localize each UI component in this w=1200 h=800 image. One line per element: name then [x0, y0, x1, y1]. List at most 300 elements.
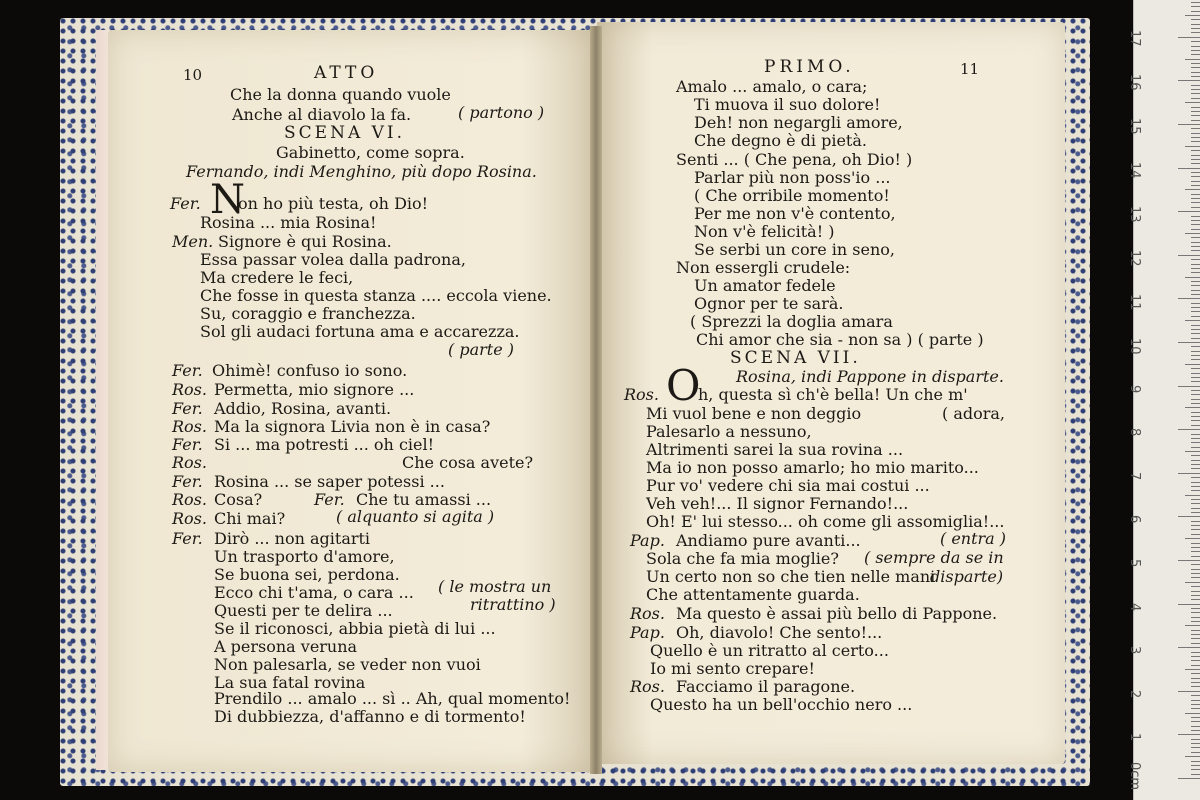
verse-line: Senti ... ( Che pena, oh Dio! ) [676, 150, 913, 169]
dialogue-line: Ecco chi t'ama, o cara ... [214, 583, 414, 602]
ruler-label: 9 [1127, 385, 1142, 394]
ruler-label: 13 [1127, 206, 1142, 223]
dialogue-line: Ma la signora Livia non è in casa? [214, 417, 491, 436]
ruler-tick [1178, 604, 1200, 605]
ruler-tick [1178, 473, 1200, 474]
ruler-tick [1191, 141, 1200, 142]
ruler-tick [1191, 678, 1200, 679]
ruler-tick [1191, 586, 1200, 587]
ruler-tick [1191, 752, 1200, 753]
ruler-tick [1178, 37, 1200, 38]
ruler-tick [1191, 54, 1200, 55]
dialogue-line: Rosina ... se saper potessi ... [214, 472, 445, 491]
dialogue-line: Questo ha un bell'occhio nero ... [650, 695, 913, 714]
ruler-tick [1185, 15, 1200, 16]
ruler-tick [1191, 665, 1200, 666]
ruler-tick [1191, 381, 1200, 382]
ruler-tick [1191, 333, 1200, 334]
ruler-tick [1191, 412, 1200, 413]
stage-direction: ( sempre da se in [864, 548, 1004, 567]
ruler-tick [1191, 543, 1200, 544]
dialogue-line: Sola che fa mia moglie? [646, 549, 839, 568]
ruler-tick [1191, 111, 1200, 112]
ruler-tick [1191, 351, 1200, 352]
ruler-tick [1191, 120, 1200, 121]
verse-line: Deh! non negargli amore, [694, 113, 903, 132]
ruler-tick [1191, 63, 1200, 64]
dialogue-line: Questi per te delira ... [214, 601, 393, 620]
ruler-tick [1178, 560, 1200, 561]
ruler-label: 11 [1127, 294, 1142, 311]
speaker-label: Fer. [172, 472, 203, 491]
ruler-tick [1191, 438, 1200, 439]
ruler-label: 2 [1127, 690, 1142, 699]
ruler-tick [1191, 447, 1200, 448]
ruler-tick [1191, 50, 1200, 51]
ruler-tick [1191, 774, 1200, 775]
dialogue-line: A persona veruna [214, 637, 358, 656]
ruler-tick [1191, 534, 1200, 535]
ruler-tick [1191, 93, 1200, 94]
ruler-tick [1191, 682, 1200, 683]
dialogue-line: Un trasporto d'amore, [214, 547, 395, 566]
ruler-tick [1191, 425, 1200, 426]
ruler-tick [1191, 673, 1200, 674]
ruler-tick [1191, 163, 1200, 164]
page-number: 11 [960, 60, 980, 78]
drop-cap: N [210, 177, 245, 223]
ruler-tick [1191, 329, 1200, 330]
ruler-tick [1191, 599, 1200, 600]
ruler-label: 8 [1127, 428, 1142, 437]
ruler-tick [1191, 460, 1200, 461]
dialogue-line: Dirò ... non agitarti [214, 529, 371, 548]
ruler-tick [1191, 547, 1200, 548]
ruler-tick [1191, 181, 1200, 182]
verse-line: ( Che orribile momento! [694, 186, 890, 205]
verse-line: Che la donna quando vuole [230, 85, 451, 104]
ruler-tick [1191, 739, 1200, 740]
dialogue-line: ( adora, [942, 404, 1006, 423]
measuring-ruler [1127, 0, 1200, 800]
page-number: 10 [183, 66, 203, 84]
ruler-tick [1191, 564, 1200, 565]
dialogue-line: Oh! E' lui stesso... oh come gli assomiglia!... [646, 512, 1005, 531]
scene-heading: SCENA VI. [284, 123, 406, 143]
ruler-tick [1191, 237, 1200, 238]
ruler-tick [1191, 202, 1200, 203]
speaker-label: Pap. [630, 623, 665, 642]
ruler-tick [1185, 407, 1200, 408]
dialogue-line: Sol gli audaci fortuna ama e accarezza. [200, 322, 520, 341]
dialogue-line: on ho più testa, oh Dio! [238, 194, 429, 213]
ruler-label: 5 [1127, 559, 1142, 568]
dialogue-line: Signore è qui Rosina. [218, 232, 392, 251]
ruler-tick [1191, 743, 1200, 744]
ruler-tick [1191, 155, 1200, 156]
dialogue-line: Ma credere le feci, [200, 268, 354, 287]
ruler-tick [1191, 769, 1200, 770]
dialogue-line: Addio, Rosina, avanti. [214, 399, 392, 418]
dialogue-line: Io mi sento crepare! [650, 659, 815, 678]
ruler-tick [1191, 394, 1200, 395]
ruler-tick [1191, 634, 1200, 635]
verse-line: Non essergli crudele: [676, 258, 851, 277]
ruler-tick [1191, 464, 1200, 465]
ruler-label: 0cm [1127, 762, 1142, 791]
dialogue-line: Pur vo' vedere chi sia mai costui ... [646, 476, 930, 495]
ruler-tick [1191, 281, 1200, 282]
ruler-tick [1191, 377, 1200, 378]
ruler-tick [1191, 652, 1200, 653]
ruler-tick [1191, 272, 1200, 273]
ruler-tick [1191, 98, 1200, 99]
ruler-tick [1191, 455, 1200, 456]
ruler-tick [1185, 233, 1200, 234]
ruler-tick [1191, 704, 1200, 705]
dialogue-line: Essa passar volea dalla padrona, [200, 250, 466, 269]
dialogue-line: Che tu amassi ... [356, 490, 492, 509]
ruler-tick [1191, 176, 1200, 177]
ruler-tick [1191, 11, 1200, 12]
ruler-label: 14 [1127, 162, 1142, 179]
ruler-tick [1191, 608, 1200, 609]
verse-line: Parlar più non poss'io ... [694, 168, 891, 187]
speaker-label: Ros. [624, 385, 659, 404]
dialogue-line: Rosina ... mia Rosina! [200, 213, 377, 232]
ruler-tick [1185, 495, 1200, 496]
speaker-label: Men. [172, 232, 214, 251]
ruler-tick [1178, 168, 1200, 169]
ruler-label: 1 [1127, 733, 1142, 742]
dialogue-line: Mi vuol bene e non deggio [646, 404, 862, 423]
ruler-tick [1191, 150, 1200, 151]
ruler-tick [1191, 32, 1200, 33]
ruler-tick [1191, 730, 1200, 731]
ruler-tick [1191, 28, 1200, 29]
ruler-tick [1191, 765, 1200, 766]
ruler-tick [1191, 595, 1200, 596]
dialogue-line: Su, coraggio e franchezza. [200, 304, 416, 323]
dialogue-line: Che fosse in questa stanza .... eccola viene. [200, 286, 552, 305]
ruler-tick [1191, 346, 1200, 347]
ruler-tick [1191, 355, 1200, 356]
ruler-tick [1191, 246, 1200, 247]
verse-line: Un amator fedele [694, 276, 836, 295]
ruler-tick [1191, 660, 1200, 661]
ruler-tick [1191, 307, 1200, 308]
ruler-tick [1178, 734, 1200, 735]
ruler-label: 7 [1127, 472, 1142, 481]
stage-direction: ( alquanto si agita ) [336, 507, 495, 526]
ruler-tick [1191, 490, 1200, 491]
ruler-tick [1191, 416, 1200, 417]
ruler-tick [1191, 2, 1200, 3]
stage-direction: ritrattino ) [470, 595, 556, 614]
ruler-tick [1191, 338, 1200, 339]
dialogue-line: Non palesarla, se veder non vuoi [214, 655, 481, 674]
ruler-tick [1191, 486, 1200, 487]
ruler-tick [1191, 761, 1200, 762]
ruler-tick [1178, 429, 1200, 430]
ruler-tick [1191, 220, 1200, 221]
stage-direction: ( le mostra un [438, 577, 552, 596]
ruler-tick [1191, 503, 1200, 504]
dialogue-line: Si ... ma potresti ... oh ciel! [214, 435, 435, 454]
ruler-tick [1191, 726, 1200, 727]
ruler-tick [1191, 499, 1200, 500]
ruler-tick [1191, 529, 1200, 530]
ruler-tick [1191, 477, 1200, 478]
ruler-tick [1178, 516, 1200, 517]
ruler-label: 10 [1127, 338, 1142, 355]
ruler-tick [1191, 107, 1200, 108]
ruler-tick [1191, 67, 1200, 68]
ruler-tick [1191, 399, 1200, 400]
ruler-tick [1191, 264, 1200, 265]
speaker-label: Ros. [172, 490, 207, 509]
scene-characters: Rosina, indi Pappone in disparte. [736, 367, 1004, 386]
speaker-label: Fer. [170, 194, 201, 213]
speaker-label: Ros. [172, 417, 207, 436]
dialogue-line: Ohimè! confuso io sono. [212, 361, 408, 380]
scene-setting: Gabinetto, come sopra. [276, 143, 465, 162]
ruler-tick [1191, 721, 1200, 722]
ruler-tick [1185, 102, 1200, 103]
ruler-tick [1191, 708, 1200, 709]
dialogue-line: Ma io non posso amarlo; ho mio marito... [646, 458, 979, 477]
dialogue-line: Cosa? [214, 490, 263, 509]
ruler-tick [1191, 159, 1200, 160]
ruler-tick [1191, 316, 1200, 317]
ruler-tick [1185, 582, 1200, 583]
verse-line: Se serbi un core in seno, [694, 240, 895, 259]
book-gutter [590, 26, 602, 774]
ruler-tick [1185, 146, 1200, 147]
ruler-tick [1191, 198, 1200, 199]
dialogue-line: Facciamo il paragone. [676, 677, 856, 696]
verse-line: Anche al diavolo la fa. [232, 105, 412, 124]
stage-direction: ( parte ) [448, 340, 514, 359]
ruler-tick [1191, 250, 1200, 251]
ruler-tick [1191, 24, 1200, 25]
ruler-tick [1191, 207, 1200, 208]
ruler-tick [1191, 591, 1200, 592]
ruler-tick [1191, 294, 1200, 295]
running-header: ATTO [314, 63, 379, 83]
ruler-tick [1185, 713, 1200, 714]
ruler-tick [1191, 482, 1200, 483]
ruler-tick [1191, 325, 1200, 326]
ruler-tick [1191, 172, 1200, 173]
ruler-tick [1191, 695, 1200, 696]
speaker-label: Fer. [314, 490, 345, 509]
dialogue-line: Altrimenti sarei la sua rovina ... [646, 440, 904, 459]
speaker-label: Fer. [172, 435, 203, 454]
ruler-tick [1191, 19, 1200, 20]
ruler-tick [1185, 669, 1200, 670]
ruler-tick [1191, 115, 1200, 116]
verse-line: Per me non v'è contento, [694, 204, 896, 223]
ruler-tick [1191, 686, 1200, 687]
speaker-label: Fer. [172, 529, 203, 548]
dialogue-line: Un certo non so che tien nelle mani [646, 567, 936, 586]
scene-heading: SCENA VII. [730, 348, 861, 368]
ruler-tick [1191, 303, 1200, 304]
verse-line: Amalo ... amalo, o cara; [676, 77, 868, 96]
speaker-label: Ros. [172, 380, 207, 399]
ruler-tick [1191, 290, 1200, 291]
ruler-tick [1191, 512, 1200, 513]
ruler-tick [1191, 89, 1200, 90]
stage-direction: disparte) [930, 567, 1004, 586]
ruler-tick [1191, 442, 1200, 443]
running-header: PRIMO. [764, 57, 855, 77]
stage-direction: ( entra ) [940, 529, 1007, 548]
ruler-tick [1191, 403, 1200, 404]
ruler-tick [1185, 451, 1200, 452]
dialogue-line: Che attentamente guarda. [646, 585, 860, 604]
dialogue-line: Palesarlo a nessuno, [646, 422, 812, 441]
ruler-tick [1191, 194, 1200, 195]
ruler-tick [1185, 625, 1200, 626]
ruler-tick [1185, 189, 1200, 190]
ruler-tick [1191, 128, 1200, 129]
dialogue-line: Quello è un ritratto al certo... [650, 641, 889, 660]
ruler-tick [1178, 124, 1200, 125]
dialogue-line: h, questa sì ch'è bella! Un che m' [698, 385, 968, 404]
ruler-tick [1191, 577, 1200, 578]
dialogue-line: Se il riconosci, abbia pietà di lui ... [214, 619, 496, 638]
ruler-tick [1191, 612, 1200, 613]
ruler-tick [1191, 216, 1200, 217]
speaker-label: Ros. [630, 604, 665, 623]
verse-line: Che degno è di pietà. [694, 131, 867, 150]
ruler-tick [1191, 242, 1200, 243]
verse-line: Chi amor che sia - non sa ) ( parte ) [696, 330, 984, 349]
ruler-label: 6 [1127, 515, 1142, 524]
ruler-tick [1191, 617, 1200, 618]
drop-cap: O [666, 361, 701, 410]
speaker-label: Fer. [172, 361, 203, 380]
scene-characters: Fernando, indi Menghino, più dopo Rosina. [186, 162, 537, 181]
ruler-label: 12 [1127, 250, 1142, 267]
ruler-tick [1191, 630, 1200, 631]
ruler-tick [1185, 364, 1200, 365]
ruler-tick [1191, 643, 1200, 644]
ruler-tick [1191, 390, 1200, 391]
ruler-tick [1191, 569, 1200, 570]
ruler-tick [1178, 778, 1200, 779]
ruler-tick [1191, 621, 1200, 622]
speaker-label: Ros. [172, 509, 207, 528]
dialogue-line: Se buona sei, perdona. [214, 565, 400, 584]
dialogue-line: Permetta, mio signore ... [214, 380, 415, 399]
ruler-tick [1191, 229, 1200, 230]
ruler-tick [1185, 277, 1200, 278]
ruler-tick [1191, 420, 1200, 421]
ruler-tick [1178, 255, 1200, 256]
dialogue-line: Di dubbiezza, d'affanno e di tormento! [214, 707, 526, 726]
dialogue-line: La sua fatal rovina [214, 673, 366, 692]
ruler-tick [1191, 185, 1200, 186]
ruler-label: 17 [1127, 30, 1142, 47]
ruler-tick [1191, 285, 1200, 286]
ruler-tick [1191, 137, 1200, 138]
speaker-label: Pap. [630, 531, 665, 550]
ruler-tick [1178, 386, 1200, 387]
stage-direction: ( partono ) [458, 103, 545, 122]
dialogue-line: Veh veh!... Il signor Fernando!... [646, 494, 909, 513]
ruler-tick [1191, 46, 1200, 47]
verse-line: ( Sprezzi la doglia amara [690, 312, 893, 331]
ruler-tick [1191, 72, 1200, 73]
ruler-tick [1191, 747, 1200, 748]
ruler-tick [1178, 342, 1200, 343]
verse-line: Ti muova il suo dolore! [694, 95, 881, 114]
ruler-tick [1178, 80, 1200, 81]
ruler-tick [1191, 76, 1200, 77]
ruler-tick [1185, 59, 1200, 60]
ruler-tick [1191, 85, 1200, 86]
ruler-tick [1191, 508, 1200, 509]
ruler-tick [1185, 538, 1200, 539]
ruler-tick [1191, 359, 1200, 360]
ruler-tick [1191, 700, 1200, 701]
dialogue-line: Andiamo pure avanti... [676, 531, 861, 550]
ruler-tick [1191, 6, 1200, 7]
ruler-tick [1191, 468, 1200, 469]
speaker-label: Fer. [172, 399, 203, 418]
dialogue-line: Che cosa avete? [402, 453, 534, 472]
ruler-tick [1178, 691, 1200, 692]
dialogue-line: Oh, diavolo! Che sento!... [676, 623, 883, 642]
ruler-tick [1185, 756, 1200, 757]
dialogue-line: Chi mai? [214, 509, 286, 528]
ruler-tick [1178, 211, 1200, 212]
ruler-tick [1191, 551, 1200, 552]
ruler-tick [1191, 133, 1200, 134]
speaker-label: Ros. [172, 453, 207, 472]
ruler-tick [1191, 268, 1200, 269]
ruler-tick [1191, 556, 1200, 557]
ruler-tick [1191, 368, 1200, 369]
speaker-label: Ros. [630, 677, 665, 696]
ruler-tick [1178, 647, 1200, 648]
ruler-tick [1191, 311, 1200, 312]
ruler-tick [1191, 521, 1200, 522]
ruler-tick [1191, 224, 1200, 225]
ruler-tick [1191, 573, 1200, 574]
ruler-tick [1191, 41, 1200, 42]
ruler-tick [1191, 656, 1200, 657]
ruler-tick [1178, 298, 1200, 299]
ruler-tick [1191, 259, 1200, 260]
verse-line: Ognor per te sarà. [694, 294, 844, 313]
dialogue-line: Prendilo ... amalo ... sì .. Ah, qual momento! [214, 689, 571, 708]
dialogue-line: Ma questo è assai più bello di Pappone. [676, 604, 998, 623]
ruler-tick [1191, 434, 1200, 435]
ruler-label: 4 [1127, 603, 1142, 612]
ruler-tick [1191, 525, 1200, 526]
ruler-label: 3 [1127, 646, 1142, 655]
ruler-tick [1191, 717, 1200, 718]
ruler-label: 16 [1127, 74, 1142, 91]
verse-line: Non v'è felicità! ) [694, 222, 835, 241]
ruler-tick [1191, 638, 1200, 639]
ruler-tick [1185, 320, 1200, 321]
ruler-tick [1191, 373, 1200, 374]
